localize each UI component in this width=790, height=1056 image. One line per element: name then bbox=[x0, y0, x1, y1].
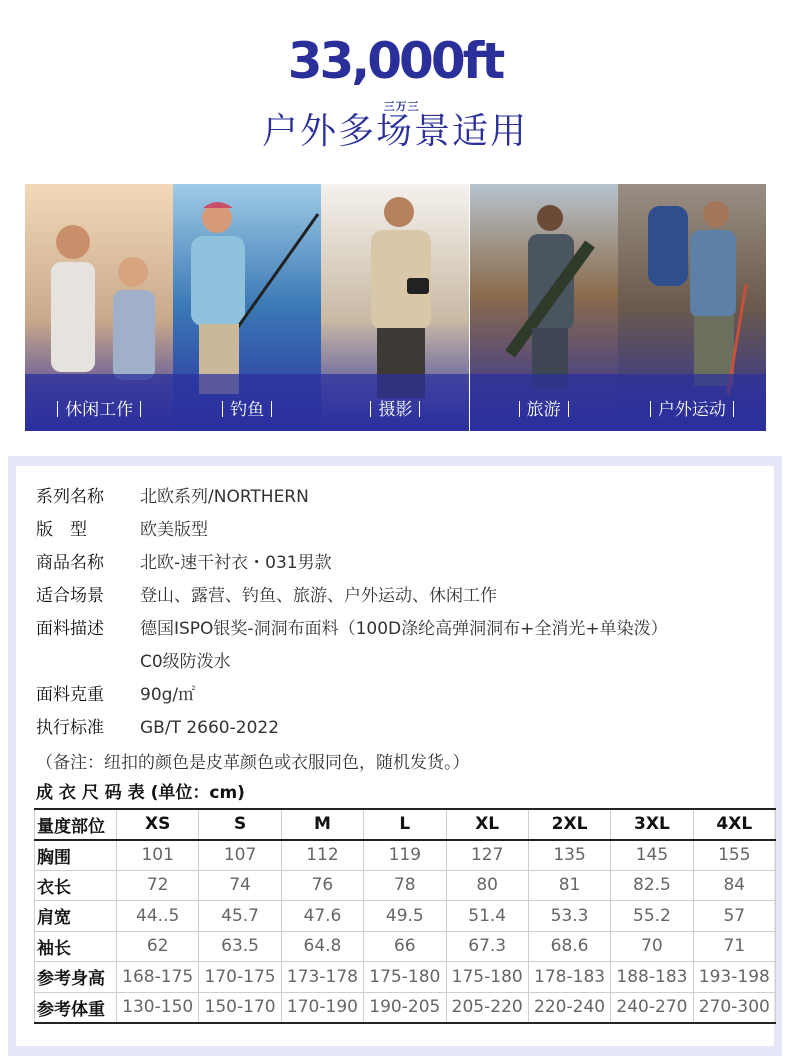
table-cell: 170-175 bbox=[199, 962, 281, 993]
table-cell: 188-183 bbox=[611, 962, 693, 993]
row-label-height: 参考身高 bbox=[35, 962, 117, 993]
size-header-l: L bbox=[364, 809, 446, 840]
table-cell: 193-198 bbox=[693, 962, 775, 993]
spec-row-fabric-cont bbox=[36, 651, 756, 684]
size-header-3xl: 3XL bbox=[611, 809, 693, 840]
table-cell: 145 bbox=[611, 840, 693, 871]
size-table-title: 成 衣 尺 码 表 (单位：cm) bbox=[36, 783, 245, 803]
spec-value: 欧美版型 bbox=[140, 520, 208, 540]
page-title: 户外多场景适用 bbox=[261, 111, 528, 152]
table-cell: 127 bbox=[446, 840, 528, 871]
size-header-2xl: 2XL bbox=[528, 809, 610, 840]
scene-travel bbox=[470, 184, 618, 431]
table-cell: 66 bbox=[364, 931, 446, 962]
spec-row-standard bbox=[36, 717, 756, 750]
table-cell: 173-178 bbox=[281, 962, 363, 993]
size-header-4xl: 4XL bbox=[693, 809, 775, 840]
row-label-length: 衣长 bbox=[35, 870, 117, 901]
size-table bbox=[34, 808, 776, 1024]
table-cell: 170-190 bbox=[281, 992, 363, 1023]
table-cell: 107 bbox=[199, 840, 281, 871]
spec-row-weight bbox=[36, 684, 756, 717]
scene-photography-label: 摄影 bbox=[321, 399, 469, 421]
spec-row-fabric bbox=[36, 618, 756, 651]
table-cell: 57 bbox=[693, 901, 775, 932]
spec-row-fit bbox=[36, 519, 756, 552]
table-cell: 190-205 bbox=[364, 992, 446, 1023]
size-table-header-label: 量度部位 bbox=[35, 809, 117, 840]
table-cell: 47.6 bbox=[281, 901, 363, 932]
table-row bbox=[35, 901, 776, 932]
table-cell: 49.5 bbox=[364, 901, 446, 932]
table-cell: 72 bbox=[117, 870, 199, 901]
spec-value: 北欧系列/NORTHERN bbox=[140, 487, 309, 507]
table-row bbox=[35, 870, 776, 901]
brand-logo-sub: 三万三 bbox=[383, 100, 420, 113]
spec-value: 登山、露营、钓鱼、旅游、户外运动、休闲工作 bbox=[140, 586, 497, 606]
spec-key: 版 型 bbox=[36, 520, 87, 540]
size-table-header bbox=[35, 809, 776, 840]
table-cell: 63.5 bbox=[199, 931, 281, 962]
scene-travel-image bbox=[470, 184, 618, 431]
table-cell: 80 bbox=[446, 870, 528, 901]
table-cell: 81 bbox=[528, 870, 610, 901]
table-cell: 240-270 bbox=[611, 992, 693, 1023]
spec-key bbox=[36, 651, 140, 684]
table-cell: 68.6 bbox=[528, 931, 610, 962]
row-label-sleeve: 袖长 bbox=[35, 931, 117, 962]
spec-row-product-name bbox=[36, 552, 756, 585]
scene-travel-label: 旅游 bbox=[470, 399, 618, 421]
table-cell: 168-175 bbox=[117, 962, 199, 993]
row-label-weight: 参考体重 bbox=[35, 992, 117, 1023]
table-cell: 71 bbox=[693, 931, 775, 962]
scene-leisure-work-image bbox=[25, 184, 173, 431]
table-row bbox=[35, 992, 776, 1023]
scene-fishing-image bbox=[173, 184, 321, 431]
scene-fishing-label: 钓鱼 bbox=[173, 399, 321, 421]
scene-outdoor-sports-image bbox=[618, 184, 766, 431]
table-cell: 62 bbox=[117, 931, 199, 962]
brand-logo bbox=[287, 32, 503, 113]
scene-fishing bbox=[173, 184, 321, 431]
table-cell: 82.5 bbox=[611, 870, 693, 901]
table-cell: 130-150 bbox=[117, 992, 199, 1023]
table-cell: 70 bbox=[611, 931, 693, 962]
table-cell: 135 bbox=[528, 840, 610, 871]
table-cell: 78 bbox=[364, 870, 446, 901]
table-cell: 119 bbox=[364, 840, 446, 871]
row-label-shoulder: 肩宽 bbox=[35, 901, 117, 932]
table-cell: 270-300 bbox=[693, 992, 775, 1023]
spec-key: 执行标准 bbox=[36, 718, 104, 738]
table-cell: 55.2 bbox=[611, 901, 693, 932]
table-cell: 67.3 bbox=[446, 931, 528, 962]
table-cell: 220-240 bbox=[528, 992, 610, 1023]
table-cell: 51.4 bbox=[446, 901, 528, 932]
spec-value: C0级防泼水 bbox=[140, 652, 231, 672]
spec-value: 90g/㎡ bbox=[140, 685, 196, 705]
row-label-chest: 胸围 bbox=[35, 840, 117, 871]
spec-value: 北欧-速干衬衣・031男款 bbox=[140, 553, 332, 573]
table-cell: 44..5 bbox=[117, 901, 199, 932]
spec-key: 系列名称 bbox=[36, 487, 104, 507]
table-cell: 74 bbox=[199, 870, 281, 901]
spec-value: GB/T 2660-2022 bbox=[140, 718, 280, 738]
table-cell: 155 bbox=[693, 840, 775, 871]
table-cell: 84 bbox=[693, 870, 775, 901]
spec-list bbox=[36, 486, 756, 750]
scene-strip bbox=[25, 184, 766, 431]
spec-row-series bbox=[36, 486, 756, 519]
scene-leisure-work bbox=[25, 184, 173, 431]
brand-header bbox=[0, 32, 790, 113]
table-cell: 45.7 bbox=[199, 901, 281, 932]
table-row bbox=[35, 962, 776, 993]
table-cell: 205-220 bbox=[446, 992, 528, 1023]
size-header-xl: XL bbox=[446, 809, 528, 840]
scene-photography bbox=[321, 184, 469, 431]
spec-key: 商品名称 bbox=[36, 553, 104, 573]
scene-outdoor-sports bbox=[618, 184, 766, 431]
size-header-m: M bbox=[281, 809, 363, 840]
scene-photography-image bbox=[321, 184, 469, 431]
scene-leisure-work-label: 休闲工作 bbox=[25, 399, 173, 421]
table-cell: 178-183 bbox=[528, 962, 610, 993]
spec-value: 德国ISPO银奖-洞洞布面料（100D涤纶高弹洞洞布+全消光+单染泼） bbox=[140, 619, 668, 639]
table-cell: 175-180 bbox=[364, 962, 446, 993]
spec-key: 面料描述 bbox=[36, 619, 104, 639]
size-header-xs: XS bbox=[117, 809, 199, 840]
spec-row-scenarios bbox=[36, 585, 756, 618]
table-cell: 64.8 bbox=[281, 931, 363, 962]
table-cell: 112 bbox=[281, 840, 363, 871]
table-cell: 150-170 bbox=[199, 992, 281, 1023]
table-cell: 76 bbox=[281, 870, 363, 901]
button-note: （备注：纽扣的颜色是皮革颜色或衣服同色，随机发货。） bbox=[36, 753, 470, 773]
size-header-s: S bbox=[199, 809, 281, 840]
table-cell: 175-180 bbox=[446, 962, 528, 993]
brand-logo-text: 33,000ft bbox=[287, 32, 503, 90]
table-row bbox=[35, 931, 776, 962]
table-cell: 53.3 bbox=[528, 901, 610, 932]
table-cell: 101 bbox=[117, 840, 199, 871]
table-row bbox=[35, 840, 776, 871]
scene-outdoor-sports-label: 户外运动 bbox=[618, 399, 766, 421]
spec-key: 适合场景 bbox=[36, 586, 104, 606]
spec-key: 面料克重 bbox=[36, 685, 104, 705]
